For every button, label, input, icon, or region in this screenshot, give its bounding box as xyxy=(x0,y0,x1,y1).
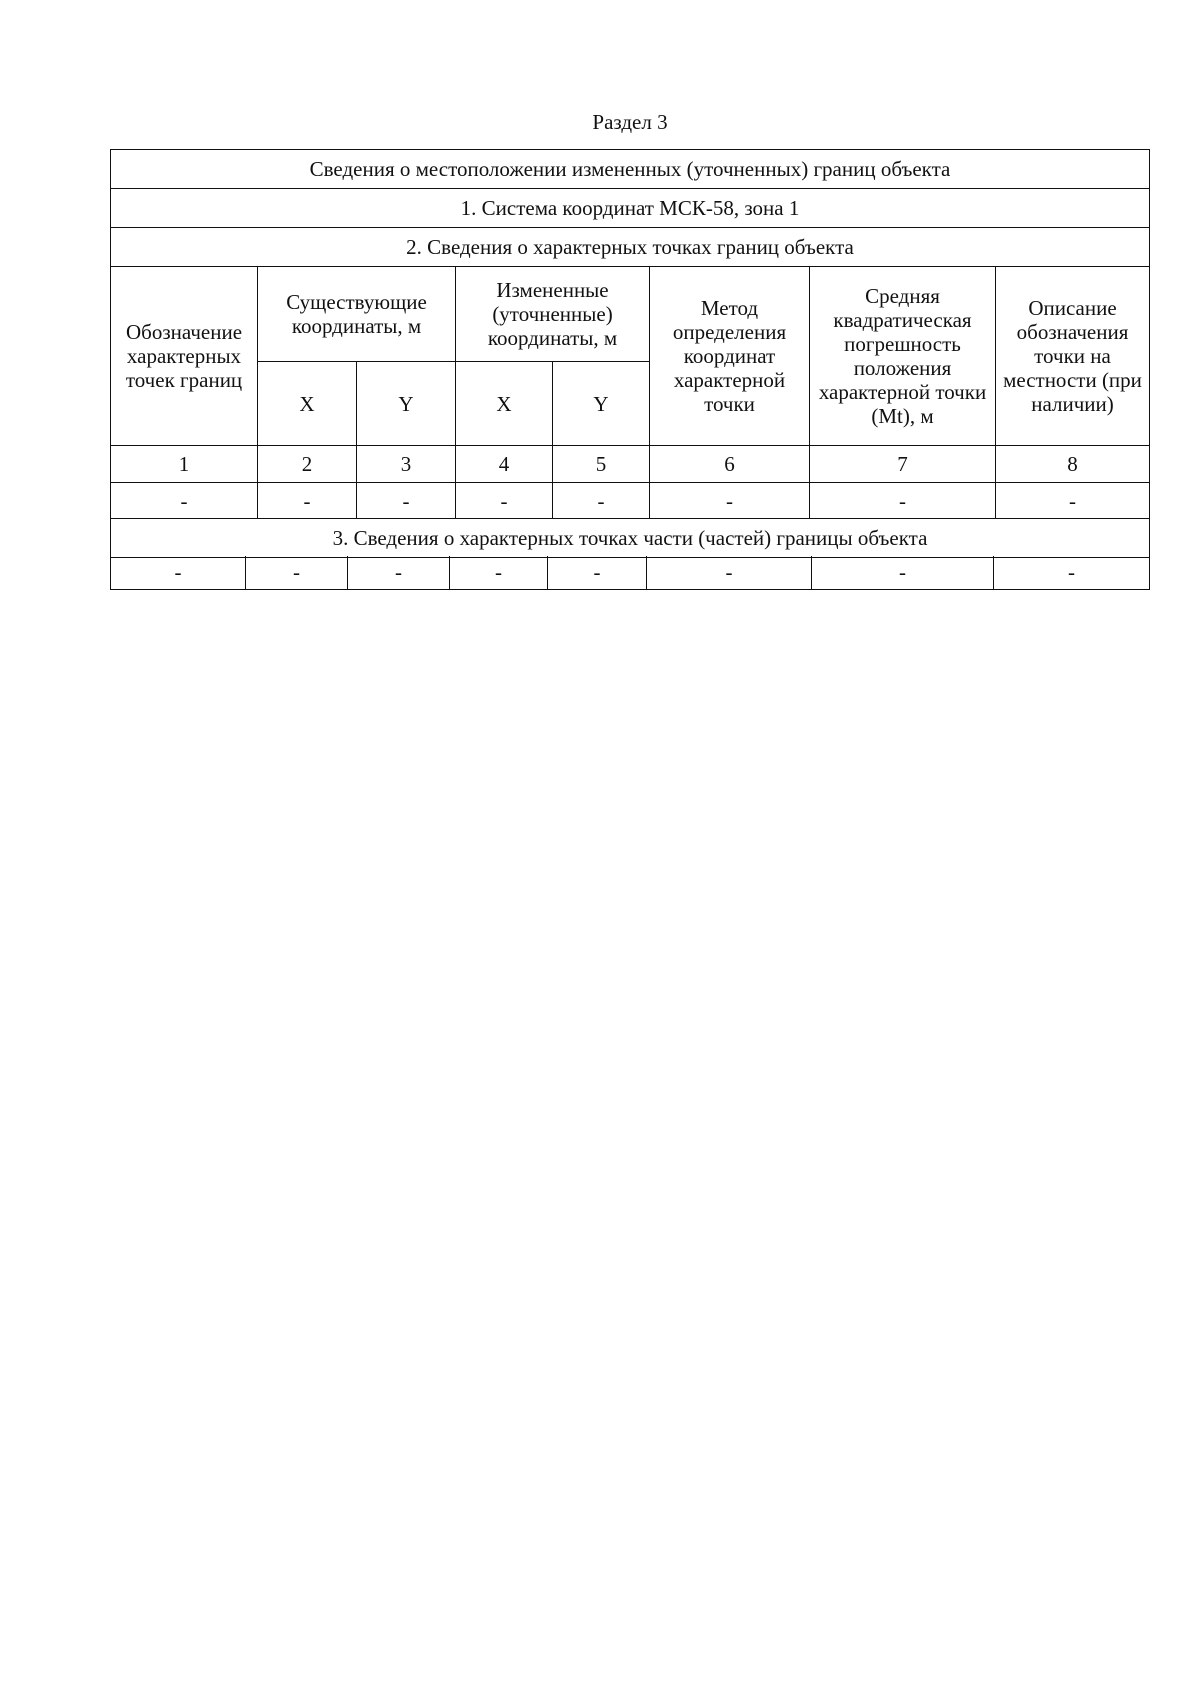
header-designation: Обозначение характерных точек границ xyxy=(111,267,258,446)
table-cell: - xyxy=(111,483,258,519)
column-number: 1 xyxy=(111,446,258,483)
header-changed-coords: Измененные (уточненные) координаты, м xyxy=(456,267,650,362)
table-cell: - xyxy=(647,556,812,589)
table-cell: - xyxy=(258,483,357,519)
table-cell: - xyxy=(996,483,1150,519)
header-y-existing: Y xyxy=(357,362,456,446)
header-y-changed: Y xyxy=(553,362,650,446)
table-row xyxy=(111,483,1150,519)
boundary-points-table xyxy=(110,149,1150,558)
column-number: 4 xyxy=(456,446,553,483)
table-cell: - xyxy=(994,556,1150,589)
header-error: Средняя квадратическая погрешность положения характерной точки (Mt), м xyxy=(810,267,996,446)
part-points-table xyxy=(110,556,1150,590)
column-number: 7 xyxy=(810,446,996,483)
part-points-heading: 3. Сведения о характерных точках части (частей) границы объекта xyxy=(111,519,1150,558)
table-cell: - xyxy=(810,483,996,519)
table-cell: - xyxy=(357,483,456,519)
table-cell: - xyxy=(812,556,994,589)
header-description: Описание обозначения точки на местности (при наличии) xyxy=(996,267,1150,446)
table-cell: - xyxy=(450,556,548,589)
column-number: 6 xyxy=(650,446,810,483)
header-x-changed: X xyxy=(456,362,553,446)
column-number: 5 xyxy=(553,446,650,483)
table-cell: - xyxy=(348,556,450,589)
points-heading: 2. Сведения о характерных точках границ объекта xyxy=(111,228,1150,267)
table-cell: - xyxy=(111,556,246,589)
column-numbers-row xyxy=(111,446,1150,483)
coordinate-system: 1. Система координат МСК-58, зона 1 xyxy=(111,189,1150,228)
header-existing-coords: Существующие координаты, м xyxy=(258,267,456,362)
table-row xyxy=(111,556,1150,589)
header-x-existing: X xyxy=(258,362,357,446)
table-cell: - xyxy=(553,483,650,519)
column-number: 3 xyxy=(357,446,456,483)
header-method: Метод определения координат характерной точки xyxy=(650,267,810,446)
column-number: 8 xyxy=(996,446,1150,483)
table-cell: - xyxy=(246,556,348,589)
column-number: 2 xyxy=(258,446,357,483)
table-cell: - xyxy=(456,483,553,519)
table-cell: - xyxy=(650,483,810,519)
section-title: Раздел 3 xyxy=(592,110,668,134)
table-cell: - xyxy=(548,556,647,589)
table-title: Сведения о местоположении измененных (уточненных) границ объекта xyxy=(111,150,1150,189)
